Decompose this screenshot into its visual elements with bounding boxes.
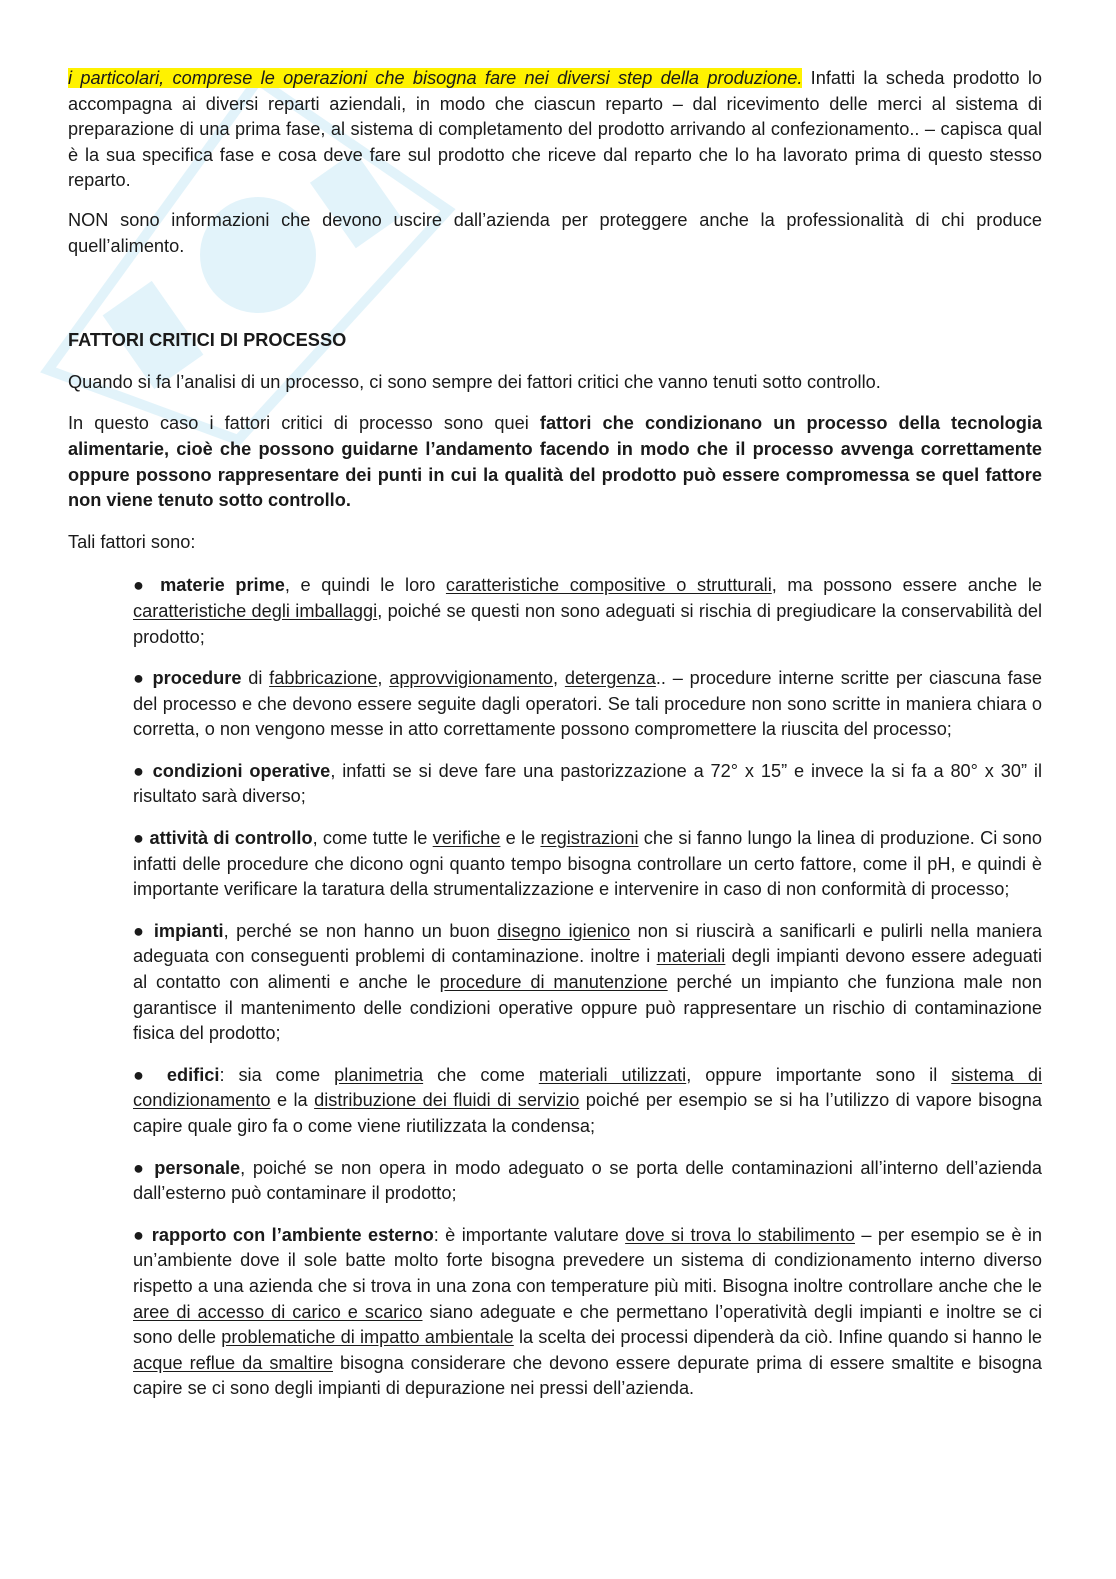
document-page [68, 66, 1042, 1402]
section-heading: FATTORI CRITICI DI PROCESSO [68, 330, 347, 351]
section-intro: Quando si fa l’analisi di un processo, ci sono sempre dei fattori critici che vanno tenuti sotto controllo. [68, 371, 881, 392]
definition-paragraph: In questo caso i fattori critici di processo sono quei fattori che condizionano un processo della tecnologia alimentarie, cioè che possono guidarne l’andamento facendo in modo che il processo avvenga correttamente oppure possono rappresentare dei punti in cui la qualità del prodotto può essere compromessa se quel fattore non viene tenuto sotto controllo. [68, 413, 1043, 511]
list-item-personale: ● personale, poiché se non opera in modo adeguato o se porta delle contaminazioni all’interno dell’azienda dall’esterno può contaminare il prodotto; [133, 1157, 1042, 1204]
list-item-edifici: ● edifici: sia come planimetria che come materiali utilizzati, oppure importante sono il sistema di condizionamento e la distribuzione dei fluidi di servizio poiché per esempio se si ha l’utilizzo di vapore bisogna capire quale giro fa o come viene riutilizzata la condensa; [133, 1064, 1043, 1136]
list-item-procedure: ● procedure di fabbricazione, approvvigionamento, detergenza.. – procedure interne scritte per ciascuna fase del processo e che devono essere seguite dagli operatori. Se tali procedure non sono scritte in maniera chiara o corretta, o non vengono messe in atto correttamente possono compromettere la riuscita del processo; [133, 668, 1043, 740]
list-item-materie-prime: ● materie prime, e quindi le loro caratteristiche compositive o strutturali, ma possono essere anche le caratteristiche degli imballaggi, poiché se questi non sono adeguati si rischia di pregiudicare la conservabilità del prodotto; [133, 575, 1042, 647]
list-item-impianti: ● impianti, perché se non hanno un buon disegno igienico non si riuscirà a sanificarli e pulirli nella maniera adeguata con conseguenti problemi di contaminazione. inoltre i materiali degli impianti devono essere adeguati al contatto con alimenti e anche le procedure di manutenzione perché un impianto che funziona male non garantisce il mantenimento delle condizioni operative oppure può rappresentare un rischio di contaminazione fisica del prodotto; [133, 920, 1043, 1044]
list-intro: Tali fattori sono: [68, 531, 196, 552]
highlighted-text: i particolari, comprese le operazioni che bisogna fare nei diversi step della produzione. [68, 68, 803, 88]
list-item-ambiente-esterno: ● rapporto con l’ambiente esterno: è importante valutare dove si trova lo stabilimento – per esempio se è in un’ambiente dove il sole batte molto forte bisogna prevedere un sistema di condizionamento interno diverso rispetto a una azienda che si trova in una zona con temperature più miti. Bisogna inoltre controllare anche che le aree di accesso di carico e scarico siano adeguate e che permettano l’operatività degli impianti e inoltre se ci sono delle problematiche di impatto ambientale la scelta dei processi dipenderà da ciò. Infine quando si hanno le acque reflue da smaltire bisogna considerare che devono essere depurate prima di essere smaltite e bisogna capire se ci sono degli impianti di depurazione nei pressi dell’azienda. [133, 1224, 1043, 1399]
intro-paragraph: i particolari, comprese le operazioni che bisogna fare nei diversi step della produzione. Infatti la scheda prodotto lo accompagna ai diversi reparti aziendali, in modo che ciascun reparto – dal ricevimento delle merci al sistema di preparazione di una prima fase, al sistema di completamento del prodotto arrivando al confezionamento.. – capisca qual è la sua specifica fase e cosa deve fare sul prodotto che riceve dal reparto che lo ha lavorato prima di questo stesso reparto. [68, 68, 1042, 191]
list-item-condizioni-operative: ● condizioni operative, infatti se si deve fare una pastorizzazione a 72° x 15” e invece la si fa a 80° x 30” il risultato sarà diverso; [133, 760, 1042, 807]
list-item-attivita-controllo: ● attività di controllo, come tutte le verifiche e le registrazioni che si fanno lungo la linea di produzione. Ci sono infatti delle procedure che dicono ogni quanto tempo bisogna controllare un certo fattore, come il pH, e quindi è importante verificare la taratura della strumentalizzazione e intervenire in caso di non conformità di processo; [133, 828, 1042, 900]
confidentiality-note: NON sono informazioni che devono uscire dall’azienda per proteggere anche la professionalità di chi produce quell’alimento. [68, 209, 1042, 256]
